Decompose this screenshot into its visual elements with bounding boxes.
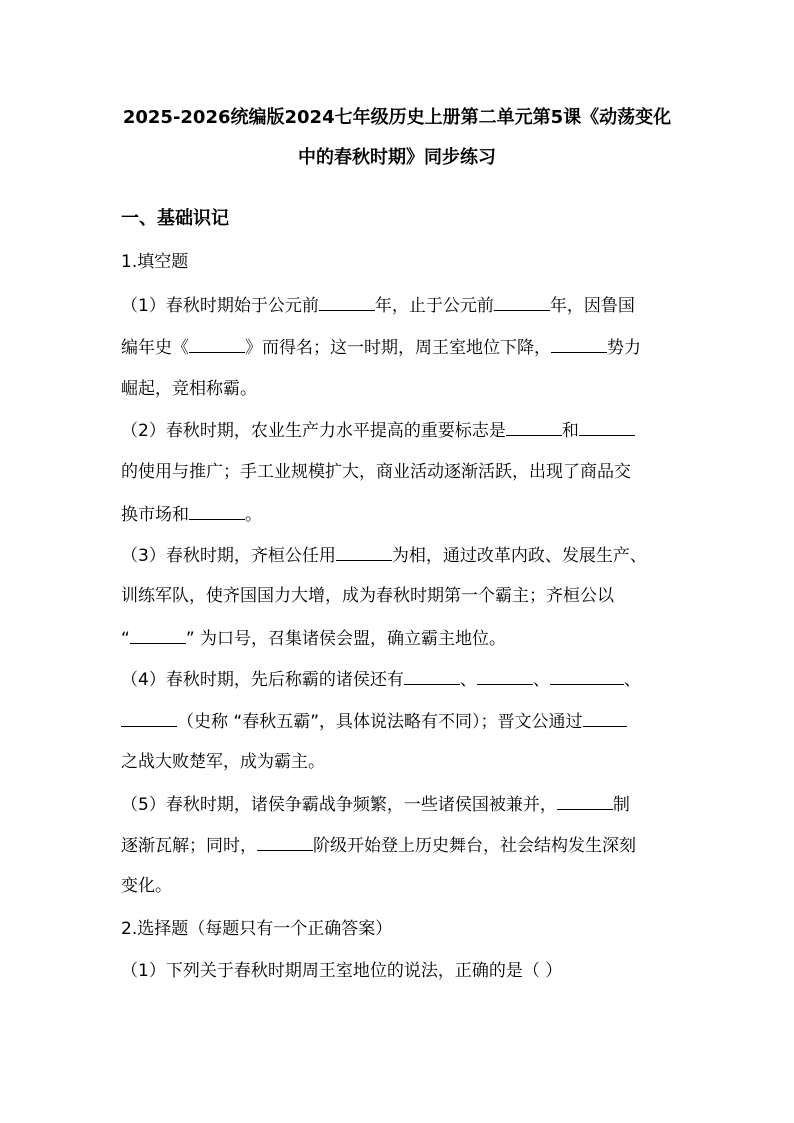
question-label: 1.填空题 — [121, 252, 189, 272]
page-title-continued: 中的春秋时期》同步练习 — [298, 147, 496, 168]
page-title: 2025-2026统编版2024七年级历史上册第二单元第5课《动荡变化 — [122, 107, 672, 128]
question-label: 2.选择题（每题只有一个正确答案） — [121, 919, 393, 939]
fill-line: 换市场和 。 — [121, 505, 262, 525]
answer-blank — [557, 793, 613, 810]
answer-blank — [189, 503, 245, 520]
fill-line: 编年史《 》而得名；这一时期，周王室地位下降， 势力 — [121, 338, 641, 358]
fill-line: （2）春秋时期，农业生产力水平提高的重要标志是 和 — [121, 419, 635, 442]
choice-question: （1）下列关于春秋时期周王室地位的说法，正确的是（ ） — [121, 961, 563, 981]
answer-blank — [583, 710, 627, 727]
section-heading: 一、基础识记 — [121, 208, 229, 229]
answer-blank — [477, 668, 533, 685]
answer-blank — [494, 294, 550, 311]
answer-blank — [506, 419, 562, 436]
fill-line: 崛起，竞相称霸。 — [121, 379, 257, 399]
answer-blank — [189, 336, 245, 353]
answer-blank — [121, 710, 177, 727]
answer-blank — [404, 668, 460, 685]
fill-line: （1）春秋时期始于公元前 年，止于公元前 年，因鲁国 — [121, 296, 635, 316]
fill-line: （4）春秋时期，先后称霸的诸侯还有 、 、 、 — [121, 670, 641, 690]
answer-blank — [551, 336, 607, 353]
fill-line: 的使用与推广；手工业规模扩大，商业活动逐渐活跃，出现了商品交 — [121, 462, 631, 482]
answer-blank — [257, 834, 313, 851]
answer-blank — [336, 544, 392, 561]
fill-line: 变化。 — [121, 876, 172, 896]
fill-line: （5）春秋时期，诸侯争霸战争频繁，一些诸侯国被兼并， 制 — [121, 795, 630, 815]
fill-line: （3）春秋时期，齐桓公任用 为相，通过改革内政、发展生产、 — [121, 546, 647, 566]
answer-blank — [550, 668, 624, 685]
fill-line: （史称 “春秋五霸”，具体说法略有不同）；晋文公通过 — [121, 710, 627, 733]
answer-blank — [130, 627, 186, 644]
fill-line: “ ” 为口号，召集诸侯会盟，确立霸主地位。 — [121, 629, 507, 649]
fill-line: 逐渐瓦解；同时， 阶级开始登上历史舞台，社会结构发生深刻 — [121, 836, 636, 856]
fill-line: 之战大败楚军，成为霸主。 — [121, 752, 325, 772]
fill-line: 训练军队，使齐国国力大增，成为春秋时期第一个霸主；齐桓公以 — [121, 586, 614, 606]
answer-blank — [319, 294, 375, 311]
answer-blank — [579, 419, 635, 436]
